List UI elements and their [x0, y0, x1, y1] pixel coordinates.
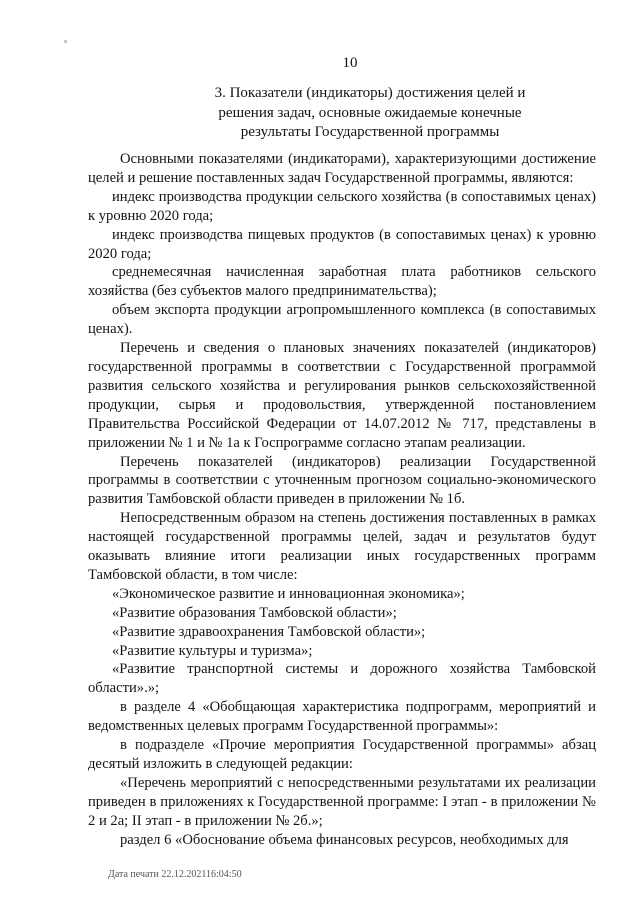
paragraph: в разделе 4 «Обобщающая характеристика подпрограмм, мероприятий и ведомственных целевых программ Государственной программы»:: [88, 699, 596, 735]
program-item: «Развитие культуры и туризма»;: [112, 642, 313, 659]
indicator-item: среднемесячная начисленная заработная плата работников сельского хозяйства (без субъектов малого предпринимательства);: [88, 264, 596, 300]
section-title-line: результаты Государственной программы: [240, 124, 500, 140]
program-item: «Развитие транспортной системы и дорожного хозяйства Тамбовской области».»;: [88, 661, 596, 697]
indicator-item: объем экспорта продукции агропромышленного комплекса (в сопоставимых ценах).: [88, 302, 596, 338]
program-item: «Развитие образования Тамбовской области»;: [112, 604, 397, 621]
program-item: «Развитие здравоохранения Тамбовской области»;: [112, 623, 426, 640]
paragraph: Перечень и сведения о плановых значениях показателей (индикаторов) государственной программы в соответствии с Государственной программой развития сельского хозяйства и регулирования рынков сельскохозяйственной продукции, сырья и продовольствия, утвержденной постановлением Правительства Российской Федерации от 14.07.2012 № 717, представлены в приложении № 1 и № 1а к Госпрограмме согласно этапам реализации.: [88, 340, 596, 451]
program-item: «Экономическое развитие и инновационная экономика»;: [112, 585, 465, 602]
page-number: 10: [342, 55, 358, 71]
section-title-line: 3. Показатели (индикаторы) достижения целей и: [214, 85, 526, 101]
paragraph-intro: Основными показателями (индикаторами), характеризующими достижение целей и решение поставленных задач Государственной программы, являются:: [88, 151, 596, 186]
paragraph: «Перечень мероприятий с непосредственными результатами их реализации приведен в приложениях к Государственной программе: I этап - в приложении № 2 и 2а; II этап - в приложении № 2б.»;: [88, 774, 596, 829]
paragraph: раздел 6 «Обоснование объема финансовых ресурсов, необходимых для: [120, 831, 569, 848]
section-title: [160, 84, 580, 143]
indicator-item: индекс производства продукции сельского хозяйства (в сопоставимых ценах) к уровню 2020 года;: [88, 188, 596, 224]
paragraph: Перечень показателей (индикаторов) реализации Государственной программы в соответствии с уточненным прогнозом социально-экономического развития Тамбовской области приведен в приложении № 1б.: [88, 453, 596, 508]
section-title-line: решения задач, основные ожидаемые конечные: [218, 104, 522, 121]
document-body: [88, 150, 596, 850]
paragraph: Непосредственным образом на степень достижения поставленных в рамках настоящей государственной программы целей, задач и результатов будут оказывать влияние итоги реализации иных государственных программ Тамбовской области, в том числе:: [88, 510, 596, 583]
paragraph: в подразделе «Прочие мероприятия Государственной программы» абзац десятый изложить в следующей редакции:: [88, 737, 596, 772]
scan-margin-mark: [64, 40, 67, 43]
print-date-footer: Дата печати 22.12.202116:04:50: [108, 869, 242, 880]
indicator-item: индекс производства пищевых продуктов (в сопоставимых ценах) к уровню 2020 года;: [88, 226, 596, 262]
